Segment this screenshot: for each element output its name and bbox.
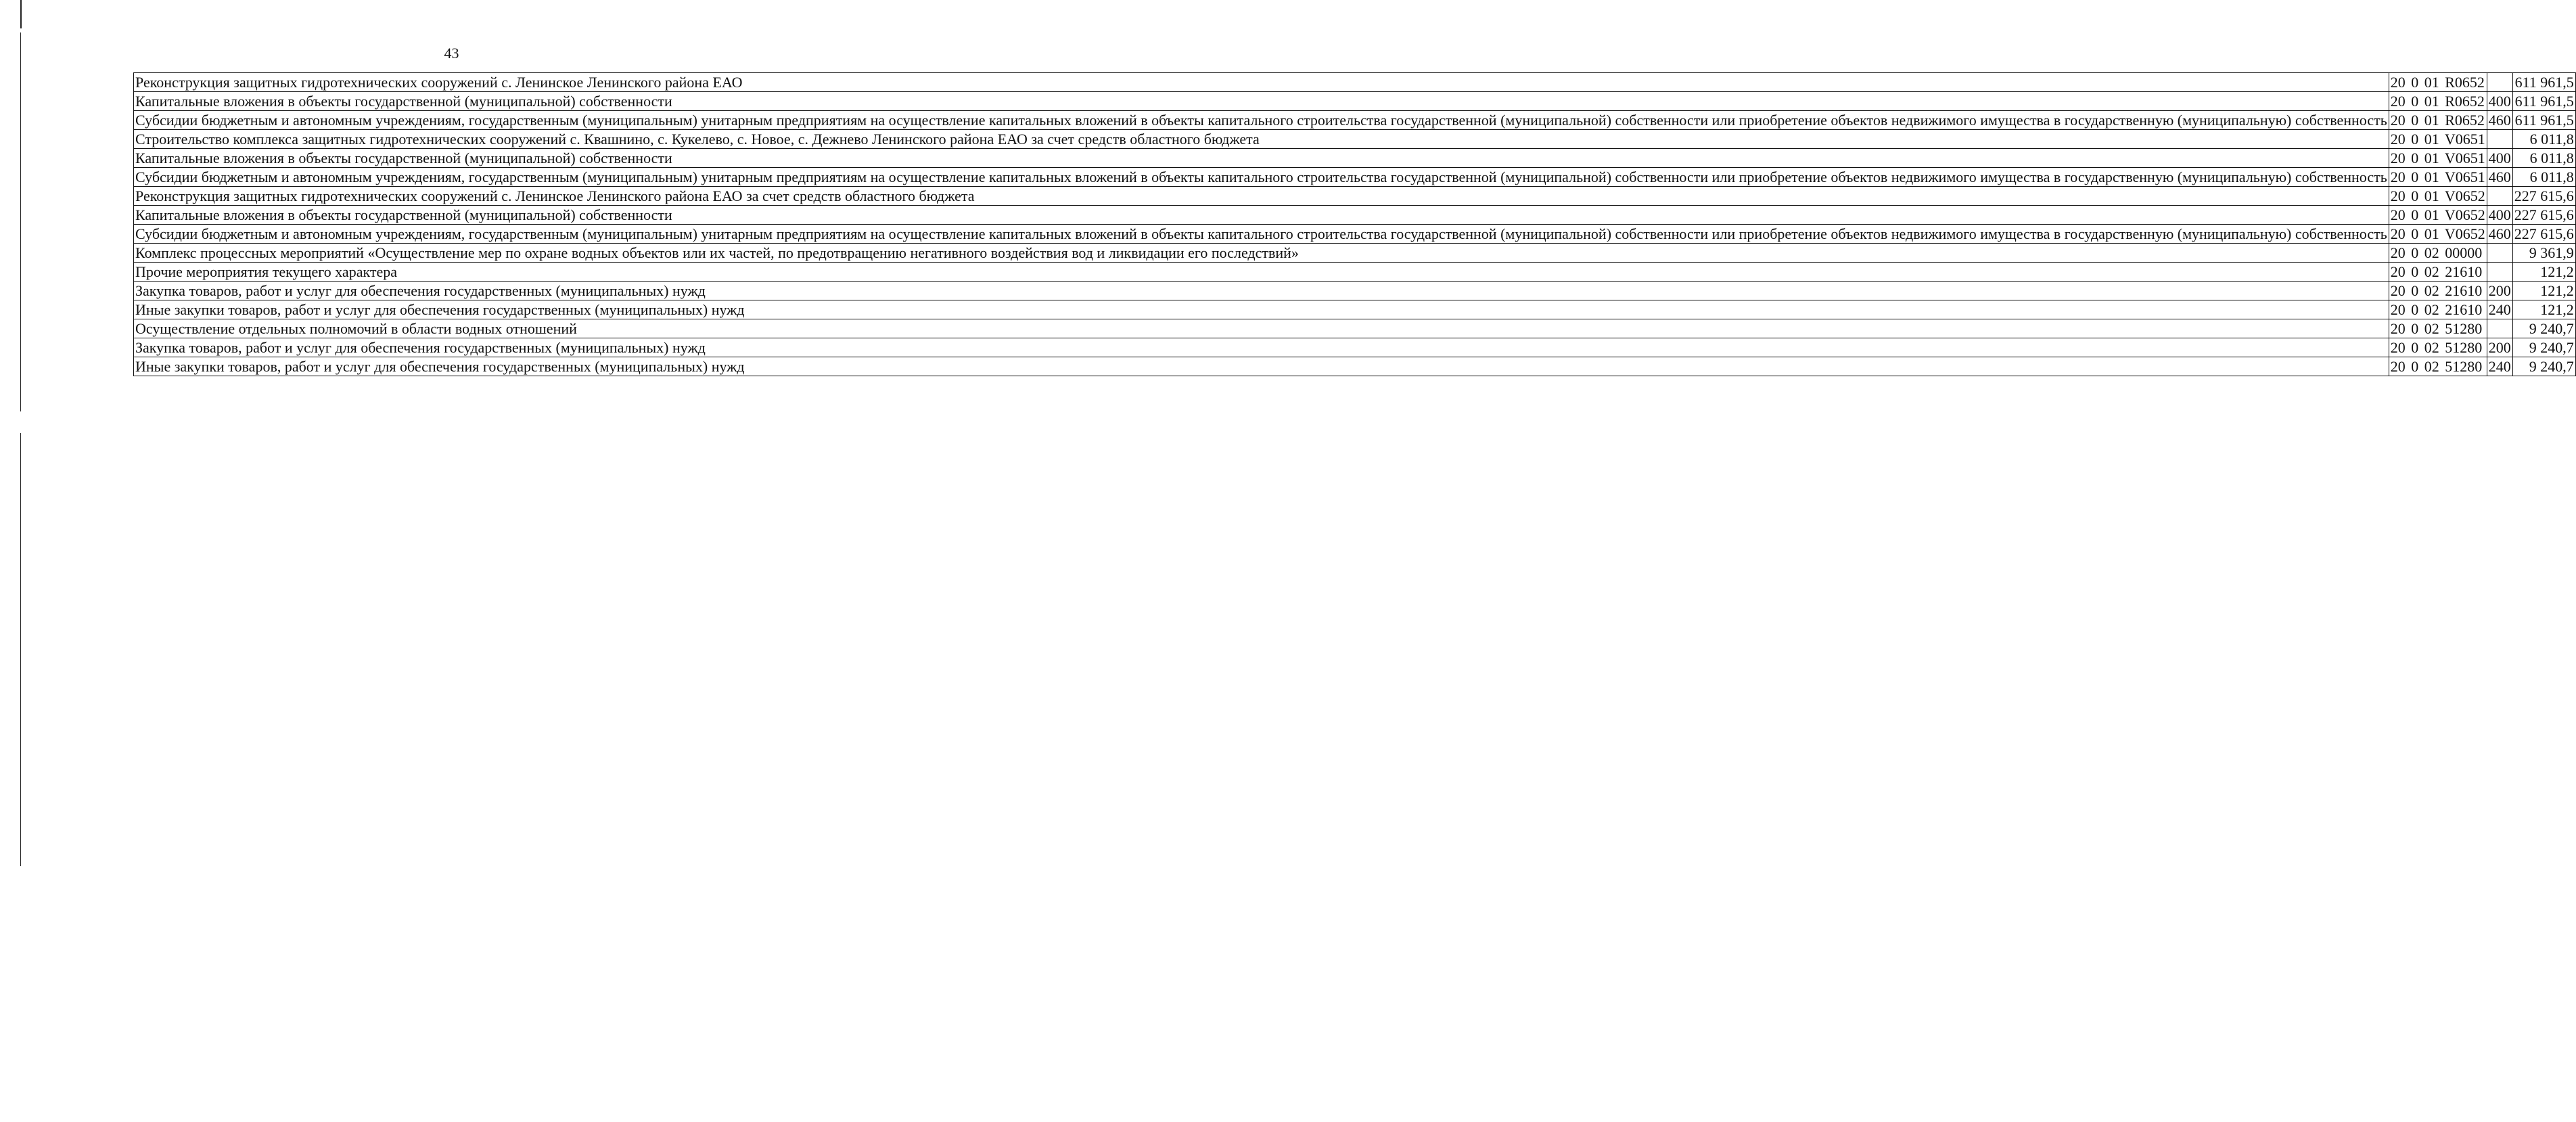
row-target-code-text: 20 0 01 V0652 [2390, 206, 2485, 223]
row-amount-text: 121,2 [2540, 263, 2574, 280]
row-amount-text: 6 011,8 [2529, 131, 2574, 148]
row-amount-text: 611 961,5 [2514, 93, 2574, 110]
row-name-text: Реконструкция защитных гидротехнических сооружений с. Ленинское Ленинского района ЕАО за счет средств областного бюджета [135, 187, 975, 204]
row-target-code-text: 20 0 02 21610 [2390, 263, 2483, 280]
row-amount-text: 121,2 [2540, 301, 2574, 318]
row-expense-type-text: 400 [2488, 150, 2511, 166]
row-amount-cell [2512, 319, 2575, 338]
row-amount-cell [2512, 187, 2575, 206]
row-target-code-text: 20 0 02 21610 [2390, 301, 2483, 318]
row-amount-cell [2512, 225, 2575, 244]
row-amount-cell [2512, 130, 2575, 149]
row-name-text: Закупка товаров, работ и услуг для обеспечения государственных (муниципальных) нужд [135, 282, 706, 299]
table-row [134, 130, 2576, 149]
row-name-text: Капитальные вложения в объекты государственной (муниципальной) собственности [135, 206, 672, 223]
table-row [134, 338, 2576, 357]
row-amount-text: 6 011,8 [2529, 169, 2574, 185]
row-expense-type-text: 460 [2488, 169, 2511, 185]
row-expense-type-text: 240 [2488, 301, 2511, 318]
row-target-code-text: 20 0 01 V0651 [2390, 131, 2485, 148]
row-name-cell [134, 357, 2389, 376]
table-row [134, 244, 2576, 263]
table-row [134, 263, 2576, 282]
table-row [134, 206, 2576, 225]
row-amount-text: 9 240,7 [2529, 358, 2574, 375]
row-expense-type-cell [2487, 73, 2512, 92]
row-name-cell [134, 338, 2389, 357]
row-target-code-cell [2389, 319, 2487, 338]
row-target-code-cell [2389, 357, 2487, 376]
row-expense-type-text: 400 [2488, 93, 2511, 110]
row-target-code-text: 20 0 01 V0652 [2390, 187, 2485, 204]
row-name-text: Закупка товаров, работ и услуг для обеспечения государственных (муниципальных) нужд [135, 339, 706, 356]
row-name-cell [134, 225, 2389, 244]
table-row [134, 225, 2576, 244]
row-name-cell [134, 92, 2389, 111]
row-name-text: Субсидии бюджетным и автономным учреждениям, государственным (муниципальным) унитарным предприятиям на осуществление капитальных вложений в объекты капитального строительства государственной (муниципальной) собственности или приобретение объектов недвижимого имущества в государственную (муниципальную) собственность [135, 169, 2387, 185]
margin-binding-line [20, 32, 21, 411]
row-name-text: Иные закупки товаров, работ и услуг для обеспечения государственных (муниципальных) нужд [135, 358, 745, 375]
row-name-cell [134, 244, 2389, 263]
row-expense-type-cell [2487, 357, 2512, 376]
table-row [134, 282, 2576, 300]
table-row [134, 319, 2576, 338]
row-name-cell [134, 111, 2389, 130]
row-expense-type-cell [2487, 111, 2512, 130]
row-target-code-cell [2389, 338, 2487, 357]
row-target-code-text: 20 0 01 R0652 [2390, 74, 2485, 91]
row-expense-type-text: 200 [2488, 339, 2511, 356]
row-amount-cell [2512, 111, 2575, 130]
table-row [134, 73, 2576, 92]
table-row [134, 92, 2576, 111]
row-target-code-cell [2389, 300, 2487, 319]
row-name-cell [134, 73, 2389, 92]
row-amount-cell [2512, 300, 2575, 319]
row-target-code-cell [2389, 263, 2487, 282]
row-amount-cell [2512, 357, 2575, 376]
row-amount-text: 227 615,6 [2514, 225, 2574, 242]
row-target-code-text: 20 0 02 51280 [2390, 320, 2483, 337]
row-target-code-cell [2389, 111, 2487, 130]
row-name-text: Иные закупки товаров, работ и услуг для обеспечения государственных (муниципальных) нужд [135, 301, 745, 318]
budget-table-body [134, 73, 2576, 376]
row-amount-text: 9 240,7 [2529, 339, 2574, 356]
table-row [134, 111, 2576, 130]
row-amount-text: 9 361,9 [2529, 244, 2574, 261]
row-expense-type-text: 460 [2488, 225, 2511, 242]
row-amount-text: 227 615,6 [2514, 187, 2574, 204]
row-name-cell [134, 168, 2389, 187]
row-target-code-cell [2389, 282, 2487, 300]
row-expense-type-cell [2487, 244, 2512, 263]
page-number: 43 [444, 45, 459, 62]
row-target-code-cell [2389, 92, 2487, 111]
row-target-code-text: 20 0 02 00000 [2390, 244, 2483, 261]
row-target-code-cell [2389, 149, 2487, 168]
row-expense-type-cell [2487, 206, 2512, 225]
row-name-cell [134, 130, 2389, 149]
row-target-code-cell [2389, 168, 2487, 187]
row-amount-cell [2512, 73, 2575, 92]
row-name-cell [134, 149, 2389, 168]
row-expense-type-cell [2487, 225, 2512, 244]
row-amount-text: 611 961,5 [2514, 74, 2574, 91]
row-name-text: Капитальные вложения в объекты государственной (муниципальной) собственности [135, 150, 672, 166]
row-name-cell [134, 187, 2389, 206]
margin-binding-line [20, 0, 22, 28]
row-target-code-text: 20 0 02 51280 [2390, 339, 2483, 356]
row-amount-cell [2512, 206, 2575, 225]
row-target-code-text: 20 0 01 V0651 [2390, 150, 2485, 166]
row-expense-type-cell [2487, 92, 2512, 111]
row-amount-cell [2512, 149, 2575, 168]
row-name-text: Прочие мероприятия текущего характера [135, 263, 397, 280]
row-expense-type-text: 400 [2488, 206, 2511, 223]
row-name-text: Строительство комплекса защитных гидротехнических сооружений с. Квашнино, с. Кукелево, с. Новое, с. Дежнево Ленинского района ЕАО за счет средств областного бюджета [135, 131, 1260, 148]
row-name-text: Реконструкция защитных гидротехнических сооружений с. Ленинское Ленинского района ЕАО [135, 74, 743, 91]
row-expense-type-cell [2487, 168, 2512, 187]
row-target-code-text: 20 0 01 V0652 [2390, 225, 2485, 242]
row-amount-text: 9 240,7 [2529, 320, 2574, 337]
row-name-text: Субсидии бюджетным и автономным учреждениям, государственным (муниципальным) унитарным предприятиям на осуществление капитальных вложений в объекты капитального строительства государственной (муниципальной) собственности или приобретение объектов недвижимого имущества в государственную (муниципальную) собственность [135, 225, 2387, 242]
row-expense-type-cell [2487, 319, 2512, 338]
row-name-text: Капитальные вложения в объекты государственной (муниципальной) собственности [135, 93, 672, 110]
row-target-code-cell [2389, 225, 2487, 244]
table-row [134, 168, 2576, 187]
row-amount-cell [2512, 168, 2575, 187]
row-name-cell [134, 319, 2389, 338]
row-expense-type-cell [2487, 187, 2512, 206]
row-expense-type-text: 460 [2488, 112, 2511, 129]
row-target-code-cell [2389, 130, 2487, 149]
row-name-text: Осуществление отдельных полномочий в области водных отношений [135, 320, 577, 337]
row-name-cell [134, 300, 2389, 319]
row-name-text: Субсидии бюджетным и автономным учреждениям, государственным (муниципальным) унитарным предприятиям на осуществление капитальных вложений в объекты капитального строительства государственной (муниципальной) собственности или приобретение объектов недвижимого имущества в государственную (муниципальную) собственность [135, 112, 2387, 129]
row-expense-type-cell [2487, 338, 2512, 357]
row-target-code-cell [2389, 73, 2487, 92]
row-target-code-text: 20 0 01 V0651 [2390, 169, 2485, 185]
row-expense-type-cell [2487, 300, 2512, 319]
row-amount-text: 121,2 [2540, 282, 2574, 299]
row-amount-cell [2512, 92, 2575, 111]
row-target-code-cell [2389, 244, 2487, 263]
row-expense-type-text: 240 [2488, 358, 2511, 375]
row-target-code-text: 20 0 02 21610 [2390, 282, 2483, 299]
table-row [134, 300, 2576, 319]
row-target-code-text: 20 0 02 51280 [2390, 358, 2483, 375]
row-expense-type-text: 200 [2488, 282, 2511, 299]
row-expense-type-cell [2487, 282, 2512, 300]
row-name-cell [134, 206, 2389, 225]
budget-table [133, 72, 2576, 376]
row-amount-cell [2512, 282, 2575, 300]
row-amount-cell [2512, 244, 2575, 263]
row-amount-cell [2512, 263, 2575, 282]
row-expense-type-cell [2487, 149, 2512, 168]
row-target-code-text: 20 0 01 R0652 [2390, 112, 2485, 129]
row-target-code-cell [2389, 206, 2487, 225]
row-target-code-text: 20 0 01 R0652 [2390, 93, 2485, 110]
row-amount-text: 611 961,5 [2514, 112, 2574, 129]
row-expense-type-cell [2487, 263, 2512, 282]
row-amount-text: 6 011,8 [2529, 150, 2574, 166]
row-target-code-cell [2389, 187, 2487, 206]
row-amount-text: 227 615,6 [2514, 206, 2574, 223]
row-name-cell [134, 263, 2389, 282]
table-row [134, 149, 2576, 168]
margin-binding-line [20, 433, 21, 866]
table-row [134, 357, 2576, 376]
table-row [134, 187, 2576, 206]
row-expense-type-cell [2487, 130, 2512, 149]
row-amount-cell [2512, 338, 2575, 357]
row-name-text: Комплекс процессных мероприятий «Осуществление мер по охране водных объектов или их частей, по предотвращению негативного воздействия вод и ликвидации его последствий» [135, 244, 1299, 261]
row-name-cell [134, 282, 2389, 300]
